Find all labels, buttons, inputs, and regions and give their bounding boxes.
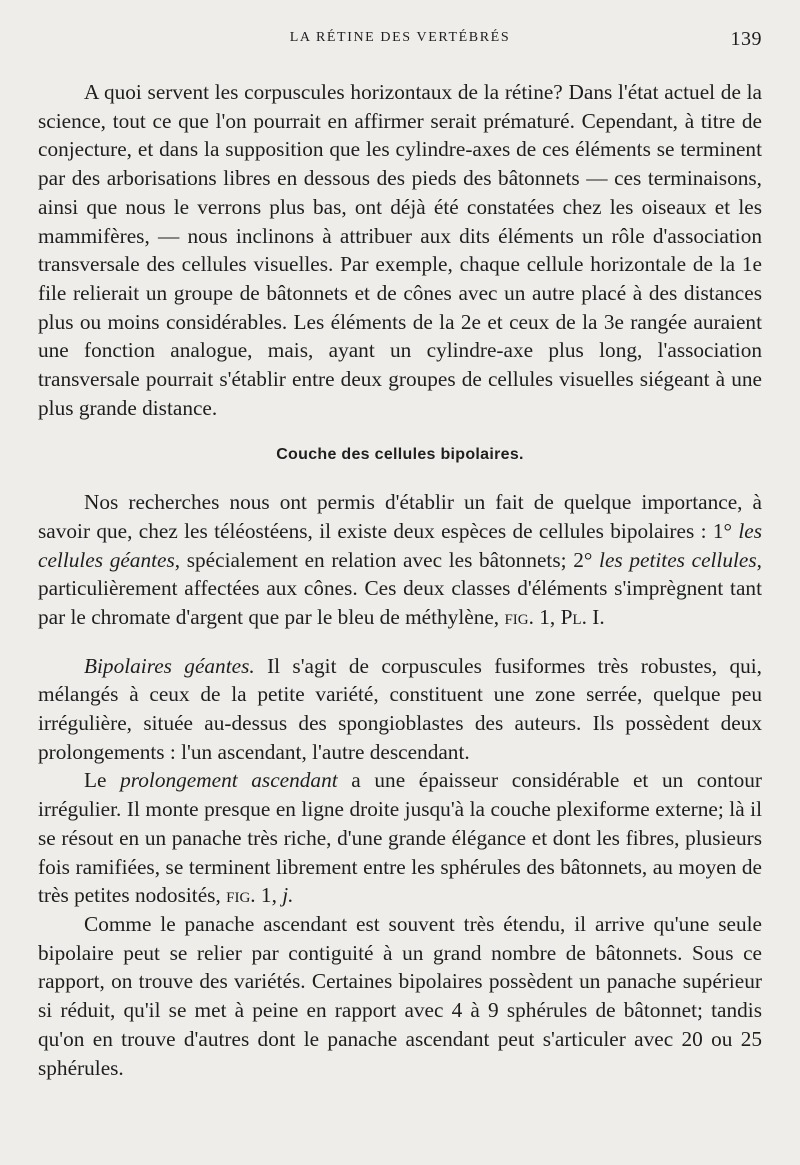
text-run: a une épaisseur considérable et un contour irrégulier. Il monte presque en ligne droite jusqu'à la couche plexiforme externe; là il se résout en un panache très riche, d'une grande élégance et dont les fibres, plusieurs fois ramifiées, se terminent librement entre les sphérules des bâtonnets, au moyen de très petites nodosités, bbox=[38, 768, 762, 908]
figure-reference: fig. 1, bbox=[226, 883, 277, 908]
body-text bbox=[38, 78, 762, 1082]
italic-run: les cellules géantes bbox=[38, 518, 762, 572]
paragraph-horizontal-cells: A quoi servent les corpuscules horizontaux de la rétine? Dans l'état actuel de la science, tout ce que l'on pourrait en affirmer serait prématuré. Cependant, à titre de conjecture, et dans la supposition que les cylindre-axes de ces éléments se terminent par des arborisations libres en dessous des pieds des bâtonnets — ces terminaisons, ainsi que nous le verrons plus bas, ont déjà été constatées chez les oiseaux et les mammifères, — nous inclinons à attribuer aux dits éléments un rôle d'association transversale des cellules visuelles. Par exemple, chaque cellule horizontale de la 1e file relierait un groupe de bâtonnets et de cônes avec un autre placé à des distances plus ou moins considérables. Les éléments de la 2e et ceux de la 3e rangée auraient une fonction analogue, mais, ayant un cylindre-axe plus long, l'association transversale pourrait s'établir entre deux groupes de cellules visuelles siégeant à une plus grande distance. bbox=[38, 80, 762, 420]
text-run: Il s'agit de corpuscules fusiformes très robustes, qui, mélangés à ceux de la petite variété, constituent une zone serrée, quelque peu irrégulière, située au-dessus des spongioblastes des auteurs. Ils possèdent deux prolongements : l'un ascendant, l'autre descendant. bbox=[38, 653, 762, 764]
italic-run: prolongement ascendant bbox=[120, 768, 338, 793]
figure-reference: fig. 1, Pl. I. bbox=[504, 604, 605, 629]
running-head bbox=[38, 28, 762, 54]
paragraph-bipolar-types bbox=[38, 488, 762, 632]
text-run: Nos recherches nous ont permis d'établir un fait de quelque importance, à savoir que, chez les téléostéens, il existe deux espèces de cellules bipolaires : 1° bbox=[38, 490, 762, 543]
italic-run: Bipolaires géantes. bbox=[84, 653, 255, 678]
text-run: , particulièrement affectées aux cônes. Ces deux classes d'éléments s'imprègnent tant par le chromate d'argent que par le bleu de méthylène, bbox=[38, 547, 762, 629]
paragraph-giant-bipolars bbox=[38, 652, 762, 767]
paragraph-ascending-process bbox=[38, 766, 762, 910]
italic-run: j. bbox=[282, 883, 294, 908]
italic-run: les petites cellules bbox=[599, 547, 757, 572]
paragraph-ascending-tuft: Comme le panache ascendant est souvent très étendu, il arrive qu'une seule bipolaire peut se relier par contiguité à un grand nombre de bâtonnets. Sous ce rapport, on trouve des variétés. Certaines bipolaires possèdent un panache supérieur si réduit, qu'il se met à peine en rapport avec 4 à 9 sphérules de bâtonnet; tandis qu'on en trouve d'autres dont le panache ascendant peut s'articuler avec 20 ou 25 sphérules. bbox=[38, 911, 762, 1080]
running-title: LA RÉTINE DES VERTÉBRÉS bbox=[289, 30, 511, 45]
text-run: Le bbox=[84, 768, 107, 793]
page-number: 139 bbox=[730, 28, 762, 50]
section-heading: Couche des cellules bipolaires. bbox=[276, 446, 524, 464]
text-run: , spécialement en relation avec les bâtonnets; 2° bbox=[174, 547, 593, 572]
